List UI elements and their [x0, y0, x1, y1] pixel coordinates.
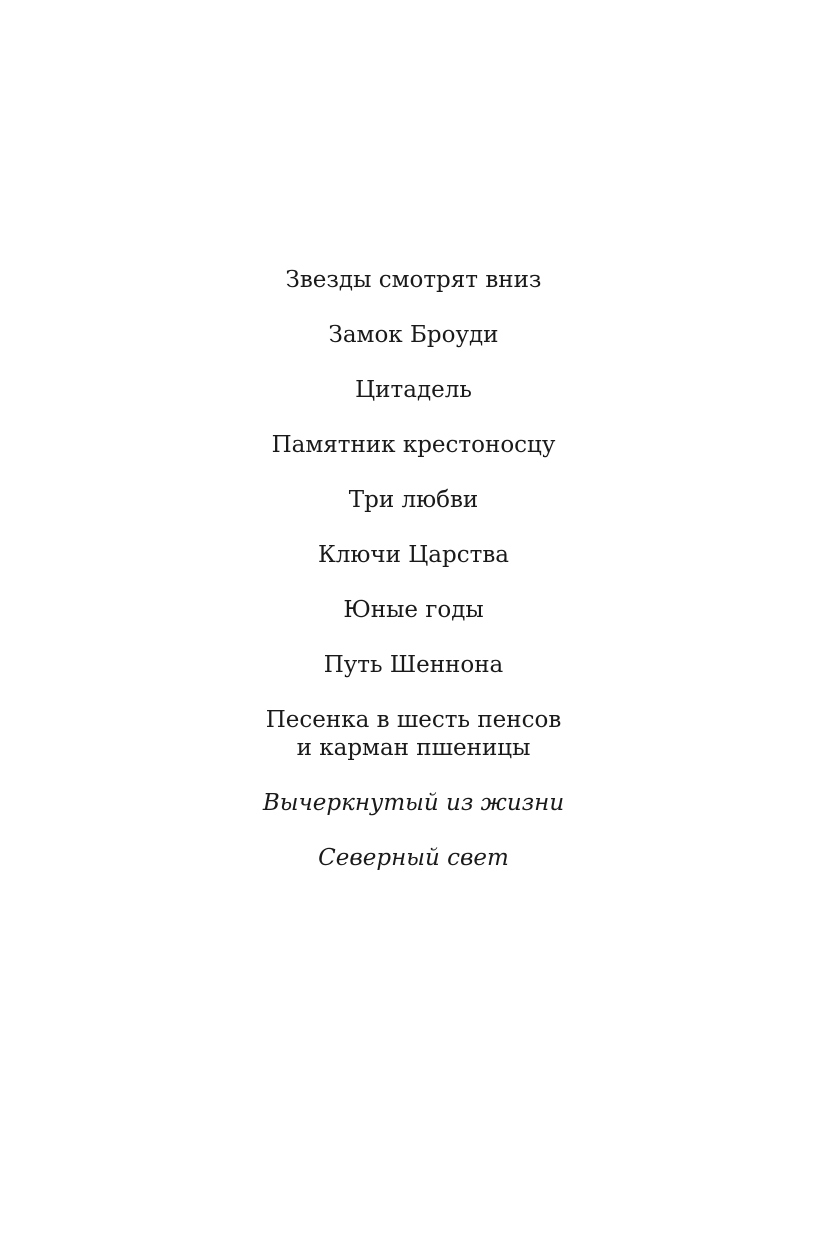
book-title	[0, 596, 827, 624]
book-title	[0, 651, 827, 679]
book-title	[0, 844, 827, 872]
book-title	[0, 321, 827, 349]
book-title-line: Памятник крестоносцу	[271, 432, 556, 458]
book-title-line: Ключи Царства	[317, 542, 510, 568]
book-title-list	[0, 266, 827, 899]
book-title	[0, 706, 827, 762]
book-title-line: Северный свет	[318, 845, 509, 871]
book-title	[0, 431, 827, 459]
book-title-line: Цитадель	[355, 377, 472, 403]
book-title	[0, 376, 827, 404]
book-title-line: Звезды смотрят вниз	[285, 267, 542, 293]
book-title	[0, 789, 827, 817]
book-title	[0, 486, 827, 514]
book-title-line: и карман пшеницы	[296, 735, 531, 761]
book-title-line: Вычеркнутый из жизни	[262, 790, 565, 816]
book-title	[0, 266, 827, 294]
book-title-line: Песенка в шесть пенсов	[265, 707, 562, 733]
book-title-line: Замок Броуди	[328, 322, 499, 348]
book-title-line: Юные годы	[343, 597, 484, 623]
book-title-line: Путь Шеннона	[323, 652, 504, 678]
book-title	[0, 541, 827, 569]
book-title-line: Три любви	[348, 487, 479, 513]
